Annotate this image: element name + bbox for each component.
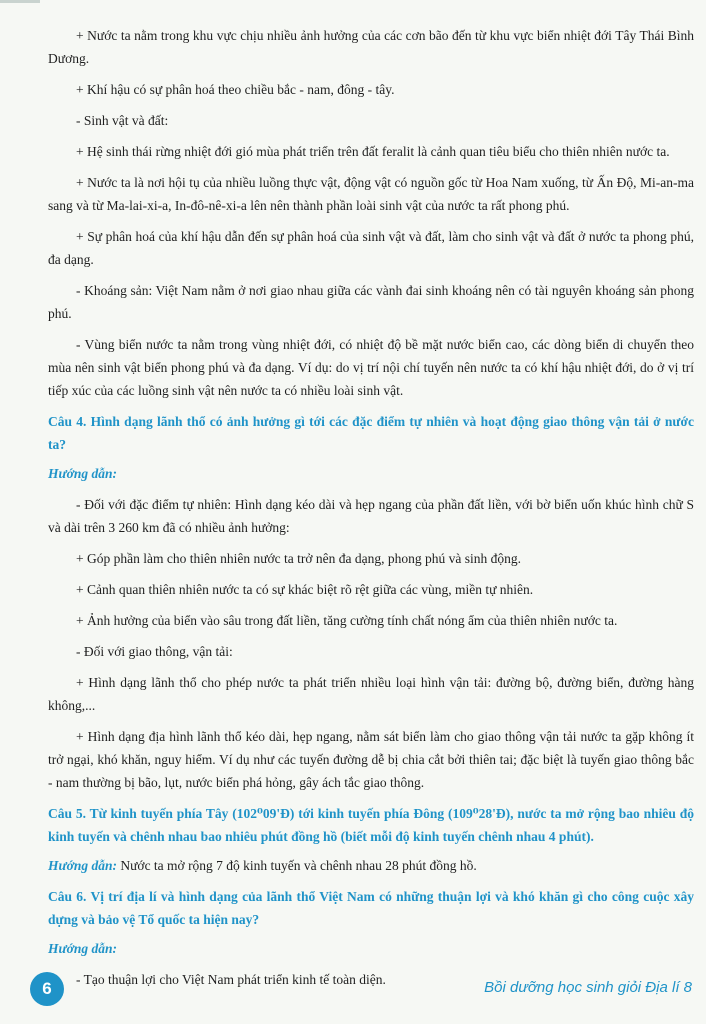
paragraph: - Đối với đặc điểm tự nhiên: Hình dạng kéo dài và hẹp ngang của phần đất liền, với bờ biển uốn khúc hình chữ S và dài trên 3 260 km đã có nhiều ảnh hưởng: <box>48 497 694 535</box>
paragraph: + Hình dạng lãnh thổ cho phép nước ta phát triển nhiều loại hình vận tải: đường bộ, đường biển, đường hàng không,... <box>48 675 694 713</box>
paragraph: - Sinh vật và đất: <box>76 113 169 128</box>
question-6: Câu 6. Vị trí địa lí và hình dạng của lãnh thổ Việt Nam có những thuận lợi và khó khăn gì cho công cuộc xây dựng và bảo vệ Tổ quốc ta hiện nay? <box>48 889 694 927</box>
paragraph: + Nước ta nằm trong khu vực chịu nhiều ảnh hưởng của các cơn bão đến từ khu vực biển nhiệt đới Tây Thái Bình Dương. <box>48 28 694 66</box>
paragraph: - Đối với giao thông, vận tải: <box>76 644 233 659</box>
page-number: 6 <box>30 972 64 1006</box>
guide-label: Hướng dẫn: <box>48 858 117 873</box>
paragraph: - Tạo thuận lợi cho Việt Nam phát triển kinh tế toàn diện. <box>76 972 386 987</box>
page-content <box>48 24 694 991</box>
paragraph: + Ảnh hưởng của biển vào sâu trong đất liền, tăng cường tính chất nóng ẩm của thiên nhiên nước ta. <box>76 613 618 628</box>
guide-label: Hướng dẫn: <box>48 941 117 956</box>
paragraph: + Khí hậu có sự phân hoá theo chiều bắc - nam, đông - tây. <box>76 82 395 97</box>
paragraph: + Nước ta là nơi hội tụ của nhiều luồng thực vật, động vật có nguồn gốc từ Hoa Nam xuống, từ Ấn Độ, Mi-an-ma sang và từ Ma-lai-xi-a, In-đô-nê-xi-a lên nên thành phần loài sinh vật của nước ta rất phong phú. <box>48 175 694 213</box>
paragraph: + Hệ sinh thái rừng nhiệt đới gió mùa phát triển trên đất feralit là cảnh quan tiêu biểu cho thiên nhiên nước ta. <box>76 144 670 159</box>
guide-heading <box>48 937 694 960</box>
paragraph: - Vùng biển nước ta nằm trong vùng nhiệt đới, có nhiệt độ bề mặt nước biển cao, các dòng biển di chuyển theo mùa nên sinh vật biển phong phú và đa dạng. Ví dụ: do vị trí nội chí tuyến nên nước ta có khí hậu nhiệt đới, do ở vị trí tiếp xúc của các luồng sinh vật nên nước ta có nhiều loài sinh vật. <box>48 337 694 398</box>
paragraph: + Hình dạng địa hình lãnh thổ kéo dài, hẹp ngang, nằm sát biển làm cho giao thông vận tải nước ta gặp không ít trở ngại, khó khăn, nguy hiểm. Ví dụ như các tuyến đường dễ bị chia cắt bởi thiên tai; đặc biệt là tuyến giao thông bắc - nam thường bị bão, lụt, nước biển phá hỏng, gây ách tắc giao thông. <box>48 729 694 790</box>
paragraph: + Sự phân hoá của khí hậu dẫn đến sự phân hoá của sinh vật và đất, làm cho sinh vật và đất ở nước ta phong phú, đa dạng. <box>48 229 694 267</box>
paragraph: - Khoáng sản: Việt Nam nằm ở nơi giao nhau giữa các vành đai sinh khoáng nên có tài nguyên khoáng sản phong phú. <box>48 283 694 321</box>
question-4: Câu 4. Hình dạng lãnh thổ có ảnh hưởng gì tới các đặc điểm tự nhiên và hoạt động giao thông vận tải ở nước ta? <box>48 414 694 452</box>
top-decoration <box>0 0 40 3</box>
guide-label: Hướng dẫn: <box>48 466 117 481</box>
question-5: Câu 5. Từ kinh tuyến phía Tây (102⁰09'Đ) tới kinh tuyến phía Đông (109⁰28'Đ), nước ta mở rộng bao nhiêu độ kinh tuyến và chênh nhau bao nhiêu phút đồng hồ (biết mỗi độ kinh tuyến chênh nhau 4 phút). <box>48 806 694 844</box>
paragraph: + Góp phần làm cho thiên nhiên nước ta trở nên đa dạng, phong phú và sinh động. <box>76 551 521 566</box>
book-title: Bồi dưỡng học sinh giỏi Địa lí 8 <box>484 979 692 996</box>
answer-5 <box>48 854 694 877</box>
paragraph: + Cảnh quan thiên nhiên nước ta có sự khác biệt rõ rệt giữa các vùng, miền tự nhiên. <box>76 582 534 597</box>
page-footer <box>0 964 706 1024</box>
answer-text: Nước ta mở rộng 7 độ kinh tuyến và chênh nhau 28 phút đồng hồ. <box>120 858 477 873</box>
guide-heading <box>48 462 694 485</box>
